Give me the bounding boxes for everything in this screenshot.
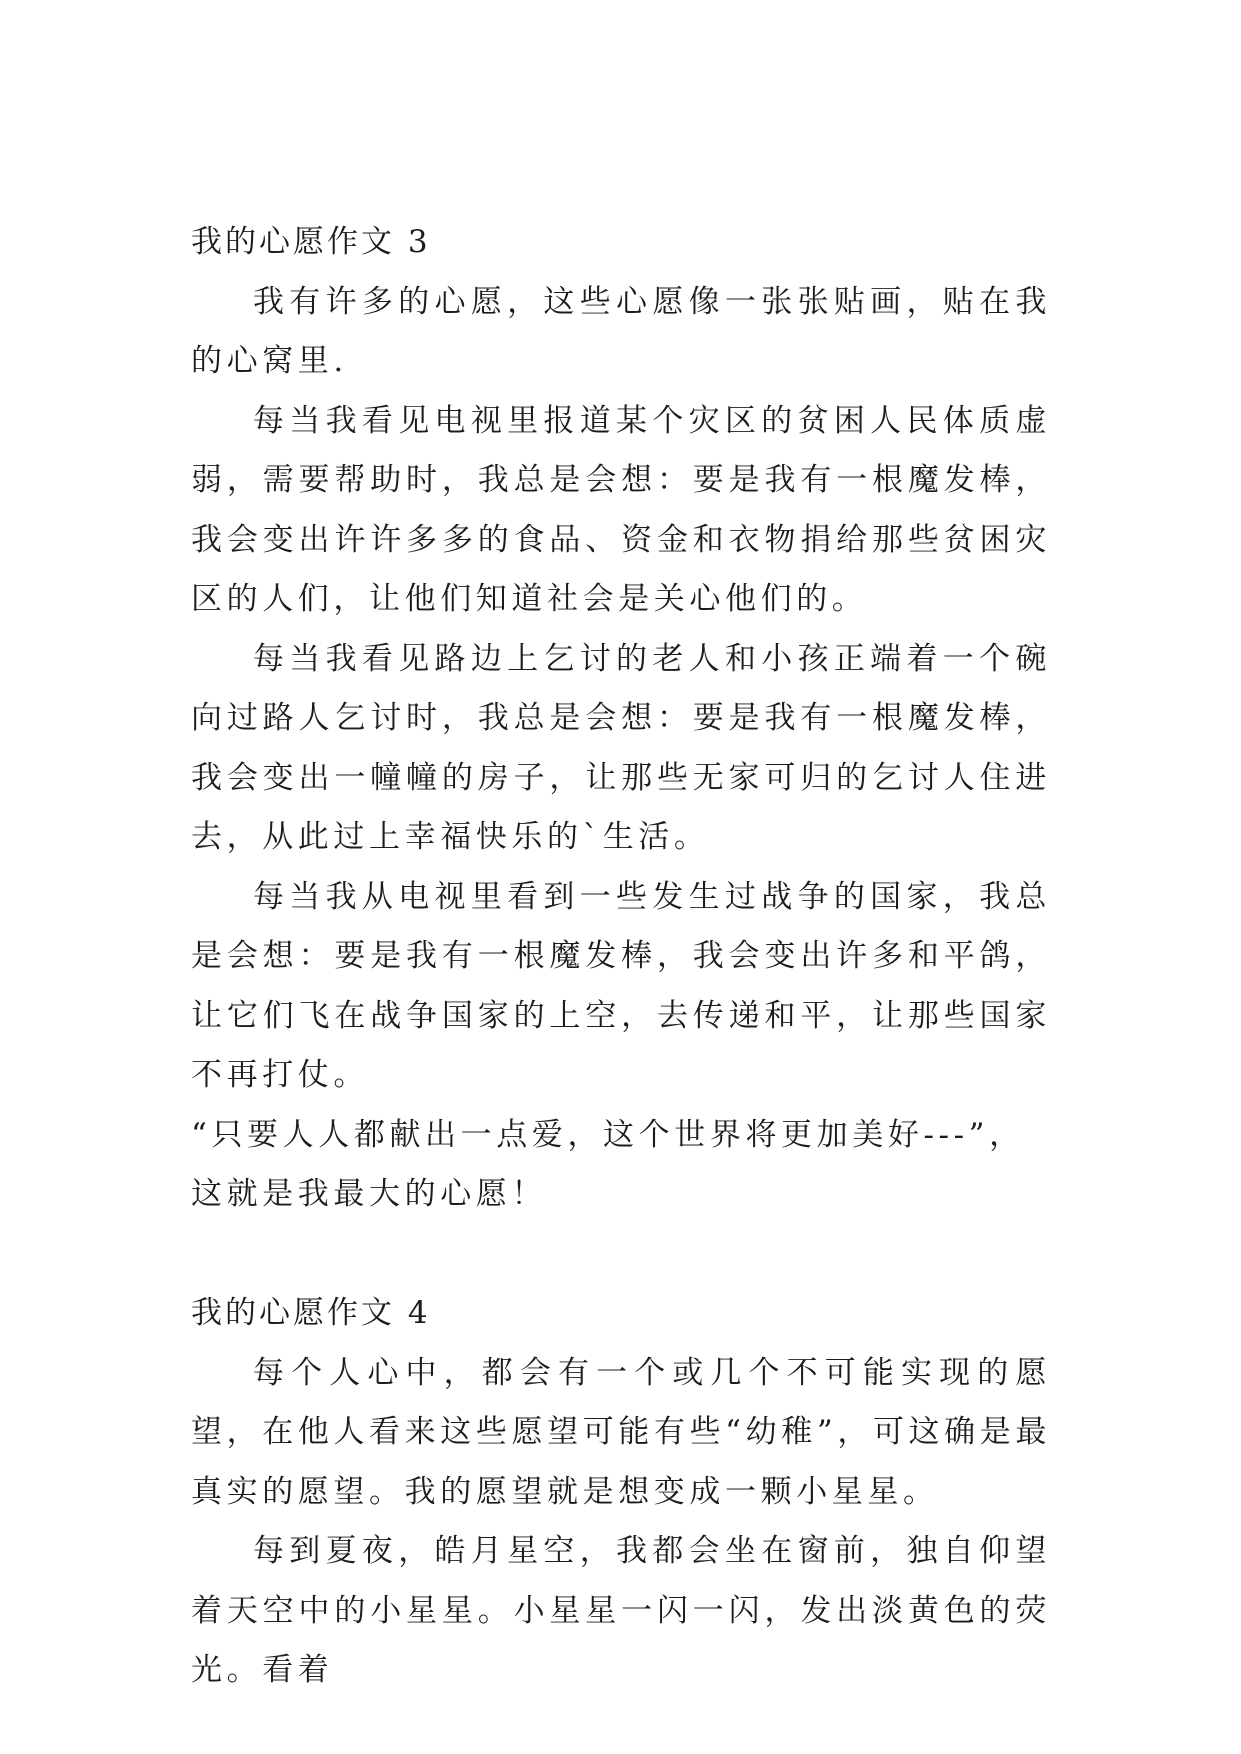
document-body [191,213,1051,1701]
essay-title: 我的心愿作文 4 [191,1295,431,1331]
essay-paragraph: 我有许多的心愿，这些心愿像一张张贴画，贴在我的心窝里. [191,283,1051,379]
essay-paragraph: 每当我看见电视里报道某个灾区的贫困人民体质虚弱，需要帮助时，我总是会想：要是我有一根魔发棒，我会变出许许多多的食品、资金和衣物捐给那些贫困灾区的人们，让他们知道社会是关心他们的。 [191,402,1051,617]
essay-closing-line: “只要人人都献出一点爱，这个世界将更加美好---”，这就是我最大的心愿！ [191,1116,1025,1212]
essay-4 [191,1284,1051,1701]
essay-paragraph: 每当我看见路边上乞讨的老人和小孩正端着一个碗向过路人乞讨时，我总是会想：要是我有一根魔发棒，我会变出一幢幢的房子，让那些无家可归的乞讨人住进去，从此过上幸福快乐的`生活。 [191,640,1051,855]
essay-paragraph: 每到夏夜，皓月星空，我都会坐在窗前，独自仰望着天空中的小星星。小星星一闪一闪，发出淡黄色的荧光。看着 [191,1533,1051,1688]
essay-3 [191,213,1051,1225]
essay-paragraph: 每个人心中，都会有一个或几个不可能实现的愿望，在他人看来这些愿望可能有些“幼稚”，可这确是最真实的愿望。我的愿望就是想变成一颗小星星。 [191,1354,1051,1510]
essay-paragraph: 每当我从电视里看到一些发生过战争的国家，我总是会想：要是我有一根魔发棒，我会变出许多和平鸽，让它们飞在战争国家的上空，去传递和平，让那些国家不再打仗。 [191,878,1051,1093]
essay-title: 我的心愿作文 3 [191,224,431,260]
